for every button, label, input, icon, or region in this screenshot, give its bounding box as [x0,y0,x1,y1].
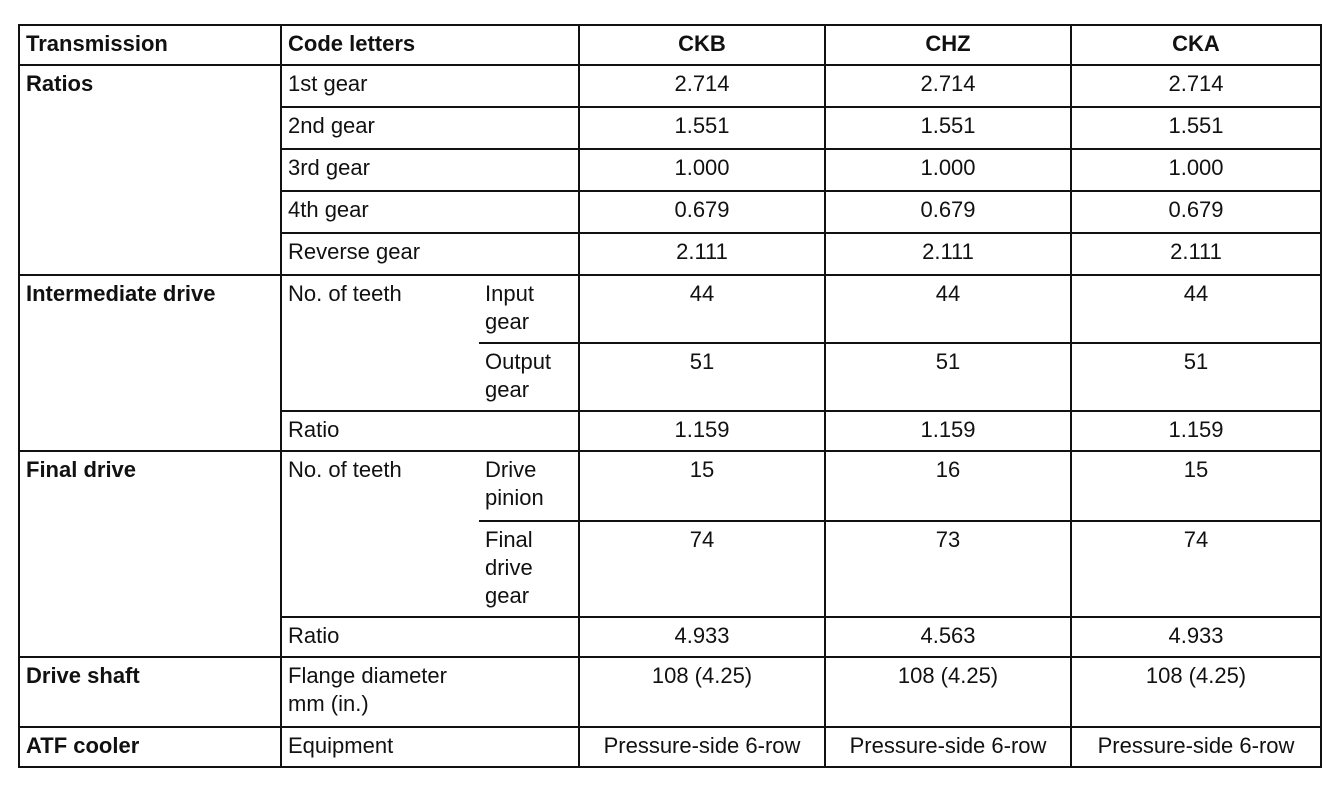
row-label: Reverse gear [281,233,579,275]
table-cell: 0.679 [579,191,825,233]
header-code-chz: CHZ [825,25,1071,65]
table-row [19,451,1321,521]
table-row [19,727,1321,767]
table-cell: Pressure-side 6-row [1071,727,1321,767]
table-cell: 1.000 [579,149,825,191]
sub-label: Output gear [479,343,579,411]
row-label: Equipment [281,727,579,767]
table-cell: 44 [825,275,1071,343]
table-cell: 2.714 [825,65,1071,107]
header-code-cka: CKA [1071,25,1321,65]
table-cell: 73 [825,521,1071,617]
table-cell: 15 [1071,451,1321,521]
table-cell: 15 [579,451,825,521]
table-cell: 51 [1071,343,1321,411]
sub-label: Final drive gear [479,521,579,617]
table-row [19,275,1321,343]
table-cell: 1.000 [1071,149,1321,191]
table-cell: 4.563 [825,617,1071,657]
row-label: 2nd gear [281,107,579,149]
table-cell: 44 [579,275,825,343]
table-cell: 44 [1071,275,1321,343]
category-drive-shaft: Drive shaft [19,657,281,727]
row-label: No. of teeth [281,451,479,617]
table-cell: 2.111 [579,233,825,275]
category-intermediate-drive: Intermediate drive [19,275,281,451]
table-cell: 16 [825,451,1071,521]
table-cell: 0.679 [1071,191,1321,233]
sub-label: Input gear [479,275,579,343]
table-row [19,657,1321,727]
table-cell: 1.551 [1071,107,1321,149]
table-cell: 1.159 [1071,411,1321,451]
table-cell: 108 (4.25) [825,657,1071,727]
table-cell: 1.551 [825,107,1071,149]
header-transmission: Transmission [19,25,281,65]
table-cell: 74 [1071,521,1321,617]
table-cell: 2.111 [825,233,1071,275]
header-code-letters: Code letters [281,25,579,65]
table-cell: 1.159 [579,411,825,451]
table-cell: 108 (4.25) [579,657,825,727]
table-cell: Pressure-side 6-row [579,727,825,767]
category-ratios: Ratios [19,65,281,275]
table-cell: 51 [579,343,825,411]
row-label: 1st gear [281,65,579,107]
row-label: 4th gear [281,191,579,233]
category-atf-cooler: ATF cooler [19,727,281,767]
category-final-drive: Final drive [19,451,281,657]
row-label [281,657,579,727]
sub-label: Drive pinion [479,451,579,521]
table-cell: 4.933 [579,617,825,657]
table-cell: 51 [825,343,1071,411]
table-cell: 2.714 [1071,65,1321,107]
table-cell: 108 (4.25) [1071,657,1321,727]
table-cell: 0.679 [825,191,1071,233]
row-label: No. of teeth [281,275,479,411]
flange-label: Flange diameter mm (in.) [288,663,447,716]
row-label: 3rd gear [281,149,579,191]
table-cell: 2.714 [579,65,825,107]
table-cell: 2.111 [1071,233,1321,275]
row-label: Ratio [281,411,579,451]
row-label: Ratio [281,617,579,657]
table-cell: 1.000 [825,149,1071,191]
table-cell: 4.933 [1071,617,1321,657]
table-cell: 74 [579,521,825,617]
table-row [19,65,1321,107]
header-row [19,25,1321,65]
table-cell: Pressure-side 6-row [825,727,1071,767]
table-cell: 1.551 [579,107,825,149]
table-cell: 1.159 [825,411,1071,451]
header-code-ckb: CKB [579,25,825,65]
transmission-spec-table [18,24,1322,768]
